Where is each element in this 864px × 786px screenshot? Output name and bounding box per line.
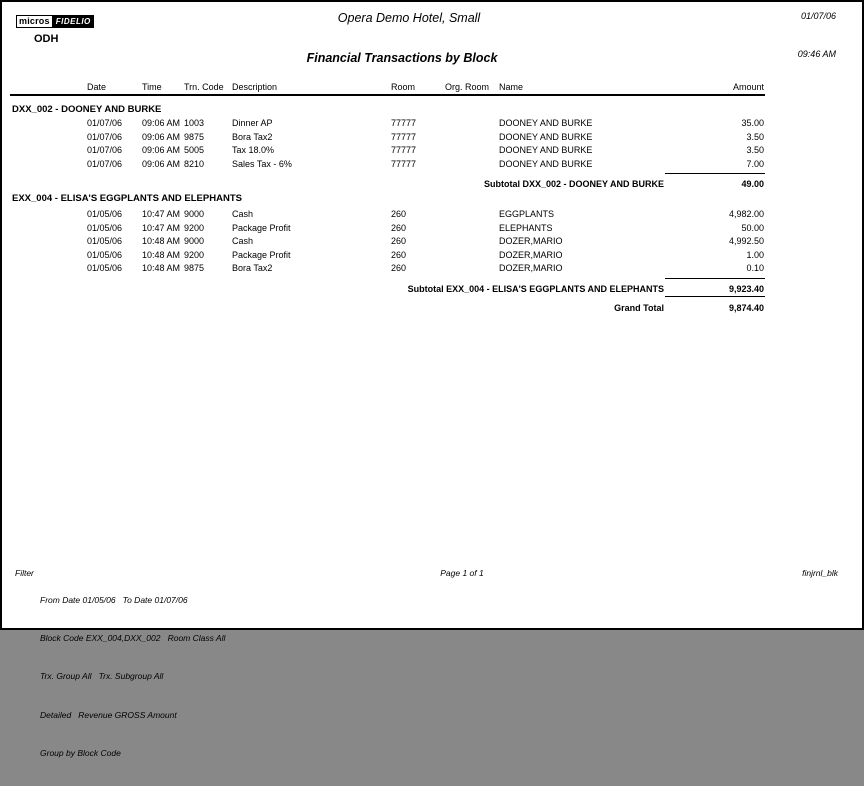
cell-time: 10:48 AM — [142, 236, 181, 246]
cell-trn-code: 9200 — [184, 222, 205, 233]
cell-date: 01/05/06 — [87, 249, 123, 260]
property-code: ODH — [34, 33, 59, 45]
table-row — [87, 158, 764, 172]
cell-org-room — [445, 222, 499, 236]
table-header-row — [87, 81, 764, 95]
cell-amount: 4,982.00 — [728, 209, 764, 219]
cell-org-room — [445, 235, 499, 249]
cell-date: 01/05/06 — [87, 236, 123, 246]
cell-date: 01/07/06 — [87, 158, 123, 169]
table-row — [87, 249, 764, 263]
subtotal-amount: 49.00 — [741, 179, 764, 189]
block-header-dxx-002: DXX_002 - DOONEY AND BURKE — [12, 104, 162, 115]
col-header-room: Room — [391, 82, 416, 92]
cell-name: ELEPHANTS — [499, 222, 553, 233]
table-row — [87, 208, 764, 222]
cell-room: 77777 — [391, 118, 417, 128]
cell-amount: 3.50 — [746, 131, 764, 142]
table-row — [87, 222, 764, 236]
cell-description: Sales Tax - 6% — [232, 158, 292, 169]
cell-amount: 3.50 — [746, 145, 764, 155]
cell-time: 09:06 AM — [142, 158, 181, 169]
filter-line-dates: From Date 01/05/06 To Date 01/07/06 — [40, 594, 188, 605]
micros-logo-text: micros — [16, 15, 53, 28]
cell-org-room — [445, 144, 499, 158]
print-time: 09:46 AM — [797, 49, 836, 59]
cell-amount: 35.00 — [741, 118, 764, 128]
grand-total-rule — [665, 296, 765, 297]
filter-label: Filter — [15, 568, 34, 578]
page-number: Page 1 of 1 — [440, 568, 484, 578]
block-exx-004-rows — [87, 208, 764, 276]
table-row — [87, 262, 764, 276]
col-header-time: Time — [142, 82, 162, 92]
cell-org-room — [445, 131, 499, 145]
block-header-exx-004: EXX_004 - ELISA'S EGGPLANTS AND ELEPHANTS — [12, 193, 242, 204]
subtotal-row-dxx-002 — [87, 178, 764, 192]
cell-trn-code: 9875 — [184, 263, 205, 273]
cell-description: Package Profit — [232, 249, 291, 260]
cell-trn-code: 5005 — [184, 145, 205, 155]
filter-line-group-by: Group by Block Code — [40, 748, 121, 759]
col-header-description: Description — [232, 82, 278, 92]
hotel-name: Opera Demo Hotel, Small — [337, 11, 481, 25]
cell-time: 10:48 AM — [142, 263, 181, 273]
cell-trn-code: 9875 — [184, 131, 205, 142]
cell-time: 09:06 AM — [142, 118, 181, 128]
subtotal-label: Subtotal DXX_002 - DOONEY AND BURKE — [483, 179, 664, 189]
subtotal-rule — [665, 173, 765, 174]
cell-name: DOZER,MARIO — [499, 263, 563, 273]
subtotal-amount: 9,923.40 — [728, 284, 764, 294]
col-header-date: Date — [87, 82, 107, 92]
grand-total-row — [87, 302, 764, 316]
cell-name: DOONEY AND BURKE — [499, 158, 593, 169]
cell-org-room — [445, 208, 499, 222]
subtotal-label: Subtotal EXX_004 - ELISA'S EGGPLANTS AND ELEPHANTS — [407, 284, 664, 294]
cell-date: 01/05/06 — [87, 222, 123, 233]
cell-room: 260 — [391, 263, 407, 273]
cell-description: Dinner AP — [232, 118, 273, 128]
cell-name: EGGPLANTS — [499, 209, 555, 219]
cell-trn-code: 9200 — [184, 249, 205, 260]
cell-trn-code: 8210 — [184, 158, 205, 169]
cell-name: DOONEY AND BURKE — [499, 118, 593, 128]
table-row — [87, 131, 764, 145]
cell-trn-code: 1003 — [184, 118, 205, 128]
cell-time: 10:47 AM — [142, 209, 181, 219]
cell-amount: 1.00 — [746, 249, 764, 260]
cell-org-room — [445, 158, 499, 172]
header-rule — [10, 94, 765, 96]
cell-date: 01/07/06 — [87, 118, 123, 128]
print-date: 01/07/06 — [800, 11, 836, 21]
grand-total-amount: 9,874.40 — [728, 303, 764, 313]
cell-amount: 0.10 — [746, 263, 764, 273]
col-header-amount: Amount — [732, 82, 764, 92]
cell-date: 01/05/06 — [87, 209, 123, 219]
cell-description: Bora Tax2 — [232, 131, 273, 142]
fidelio-logo-text: FIDELIO — [53, 15, 94, 28]
col-header-name: Name — [499, 82, 524, 92]
col-header-org-room: Org. Room — [445, 82, 490, 92]
filter-line-trx-group: Trx. Group All Trx. Subgroup All — [40, 671, 164, 682]
cell-room: 77777 — [391, 158, 417, 169]
filter-line-detail: Detailed Revenue GROSS Amount — [40, 709, 177, 720]
cell-date: 01/07/06 — [87, 145, 123, 155]
cell-time: 09:06 AM — [142, 131, 181, 142]
cell-org-room — [445, 262, 499, 276]
cell-description: Cash — [232, 236, 254, 246]
cell-trn-code: 9000 — [184, 236, 205, 246]
block-dxx-002-rows — [87, 117, 764, 171]
cell-time: 10:48 AM — [142, 249, 181, 260]
report-code: finjrnl_blk — [802, 568, 838, 578]
cell-description: Tax 18.0% — [232, 145, 275, 155]
cell-org-room — [445, 117, 499, 131]
cell-name: DOONEY AND BURKE — [499, 131, 593, 142]
cell-time: 09:06 AM — [142, 145, 181, 155]
cell-description: Bora Tax2 — [232, 263, 273, 273]
cell-amount: 50.00 — [741, 222, 764, 233]
cell-room: 77777 — [391, 145, 417, 155]
table-row — [87, 144, 764, 158]
cell-date: 01/05/06 — [87, 263, 123, 273]
cell-name: DOZER,MARIO — [499, 236, 563, 246]
subtotal-rule — [665, 278, 765, 279]
filter-line-block-code: Block Code EXX_004,DXX_002 Room Class All — [40, 632, 226, 643]
cell-amount: 4,992.50 — [728, 236, 764, 246]
cell-name: DOONEY AND BURKE — [499, 145, 593, 155]
cell-org-room — [445, 249, 499, 263]
cell-description: Cash — [232, 209, 254, 219]
cell-time: 10:47 AM — [142, 222, 181, 233]
cell-description: Package Profit — [232, 222, 291, 233]
grand-total-label: Grand Total — [614, 303, 664, 313]
filter-criteria — [40, 568, 225, 786]
cell-name: DOZER,MARIO — [499, 249, 563, 260]
cell-date: 01/07/06 — [87, 131, 123, 142]
cell-room: 260 — [391, 222, 407, 233]
report-title: Financial Transactions by Block — [306, 51, 498, 65]
table-row — [87, 117, 764, 131]
cell-room: 260 — [391, 209, 407, 219]
cell-room: 260 — [391, 236, 407, 246]
subtotal-row-exx-004 — [87, 283, 764, 297]
cell-room: 260 — [391, 249, 407, 260]
table-row — [87, 235, 764, 249]
col-header-trn-code: Trn. Code — [184, 82, 224, 92]
cell-room: 77777 — [391, 131, 417, 142]
cell-amount: 7.00 — [746, 158, 764, 169]
cell-trn-code: 9000 — [184, 209, 205, 219]
